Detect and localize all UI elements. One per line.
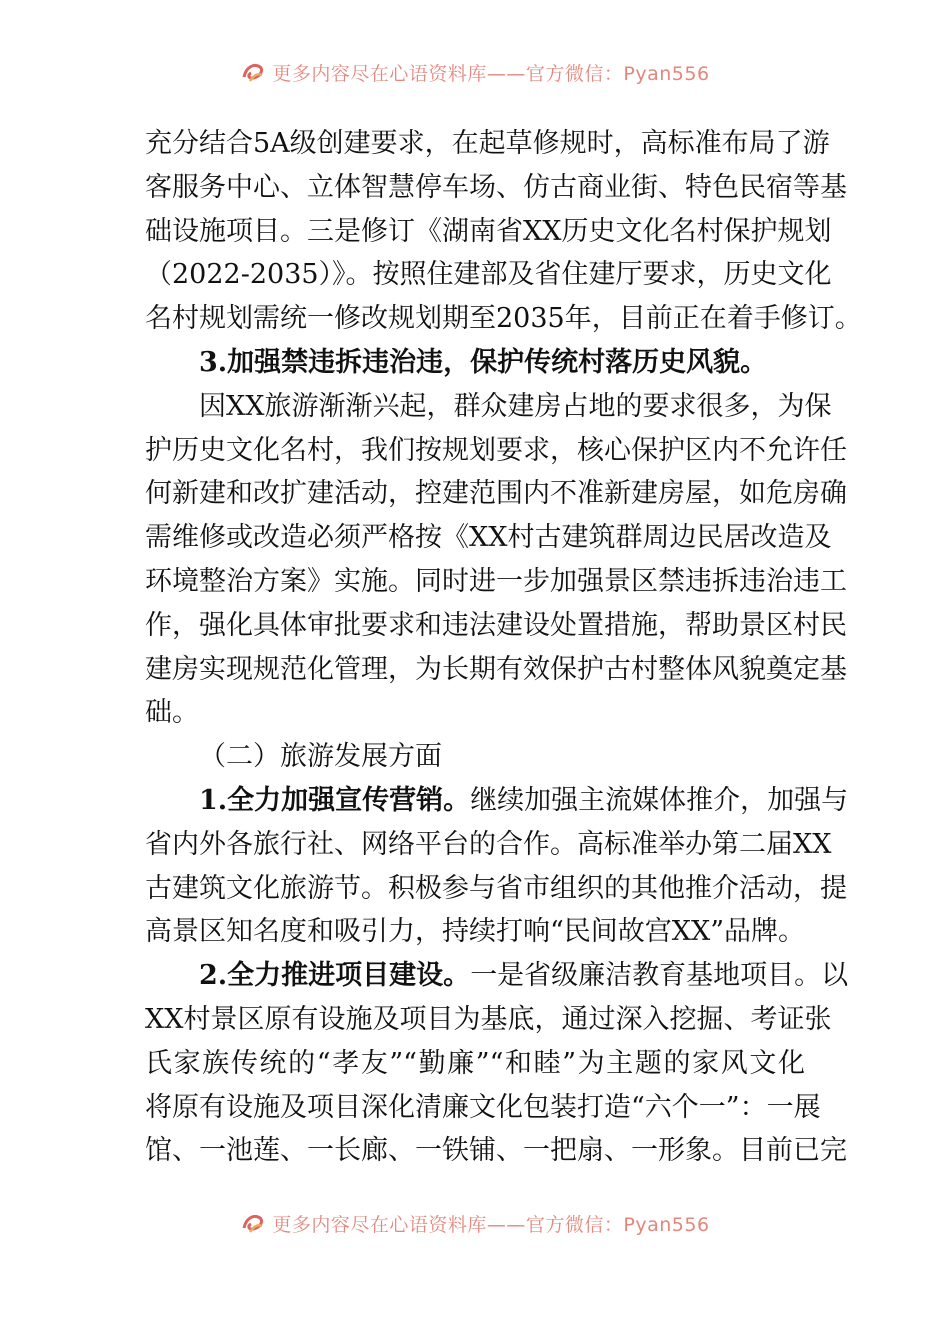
text-line: 环境整治方案》实施。同时进一步加强景区禁违拆违治违工 — [145, 565, 847, 597]
text-line: 何新建和改扩建活动，控建范围内不准新建房屋，如危房确 — [145, 478, 847, 510]
watermark-text: 更多内容尽在心语资料库——官方微信：Pyan556 — [272, 1213, 710, 1236]
logo-icon — [240, 1210, 266, 1236]
watermark-header — [0, 52, 950, 92]
document-body — [145, 122, 862, 1173]
text-line: XX村景区原有设施及项目为基底，通过深入挖掘、考证张 — [145, 1003, 832, 1035]
watermark-footer — [0, 1203, 950, 1243]
text-line: 氏家族传统的“孝友”“勤廉”“和睦”为主题的家风文化 — [145, 1047, 805, 1079]
logo-icon — [240, 59, 266, 85]
item-text: 一是省级廉洁教育基地项目。以 — [470, 960, 849, 992]
text-line: 建房实现规范化管理，为长期有效保护古村整体风貌奠定基 — [145, 653, 847, 685]
item-title: 1.全力加强宣传营销。 — [199, 784, 471, 816]
item-first-line — [145, 954, 849, 998]
section-heading: 3.加强禁违拆违治违，保护传统村落历史风貌。 — [199, 346, 768, 378]
text-line: 将原有设施及项目深化清廉文化包装打造“六个一”：一展 — [145, 1091, 821, 1123]
text-line: 础设施项目。三是修订《湖南省XX历史文化名村保护规划 — [145, 215, 832, 247]
watermark-text: 更多内容尽在心语资料库——官方微信：Pyan556 — [272, 62, 710, 85]
text-line: 名村规划需统一修改规划期至2035年，目前正在着手修订。 — [145, 303, 862, 335]
text-line: 础。 — [145, 697, 199, 729]
text-line: 古建筑文化旅游节。积极参与省市组织的其他推介活动，提 — [145, 872, 847, 904]
text-line: （2022-2035）》。按照住建部及省住建厅要求，历史文化 — [145, 259, 832, 291]
item-first-line — [145, 779, 849, 823]
text-line: 因XX旅游渐渐兴起，群众建房占地的要求很多，为保 — [199, 390, 832, 422]
text-line: 高景区知名度和吸引力，持续打响“民间故宫XX”品牌。 — [145, 916, 806, 948]
text-line: 作，强化具体审批要求和违法建设处置措施，帮助景区村民 — [145, 609, 847, 641]
text-line: 客服务中心、立体智慧停车场、仿古商业街、特色民宿等基 — [145, 171, 847, 203]
item-title: 2.全力推进项目建设。 — [199, 960, 471, 992]
text-line: 充分结合5A级创建要求，在起草修规时，高标准布局了游 — [145, 128, 830, 159]
text-line: 馆、一池莲、一长廊、一铁铺、一把扇、一形象。目前已完 — [145, 1135, 847, 1167]
text-line: 需维修或改造必须严格按《XX村古建筑群周边民居改造及 — [145, 522, 832, 554]
text-line: 省内外各旅行社、网络平台的合作。高标准举办第二届XX — [145, 828, 832, 860]
text-line: 护历史文化名村，我们按规划要求，核心保护区内不允许任 — [145, 434, 847, 466]
item-text: 继续加强主流媒体推介，加强与 — [470, 784, 849, 816]
subsection-heading: （二）旅游发展方面 — [199, 741, 442, 773]
